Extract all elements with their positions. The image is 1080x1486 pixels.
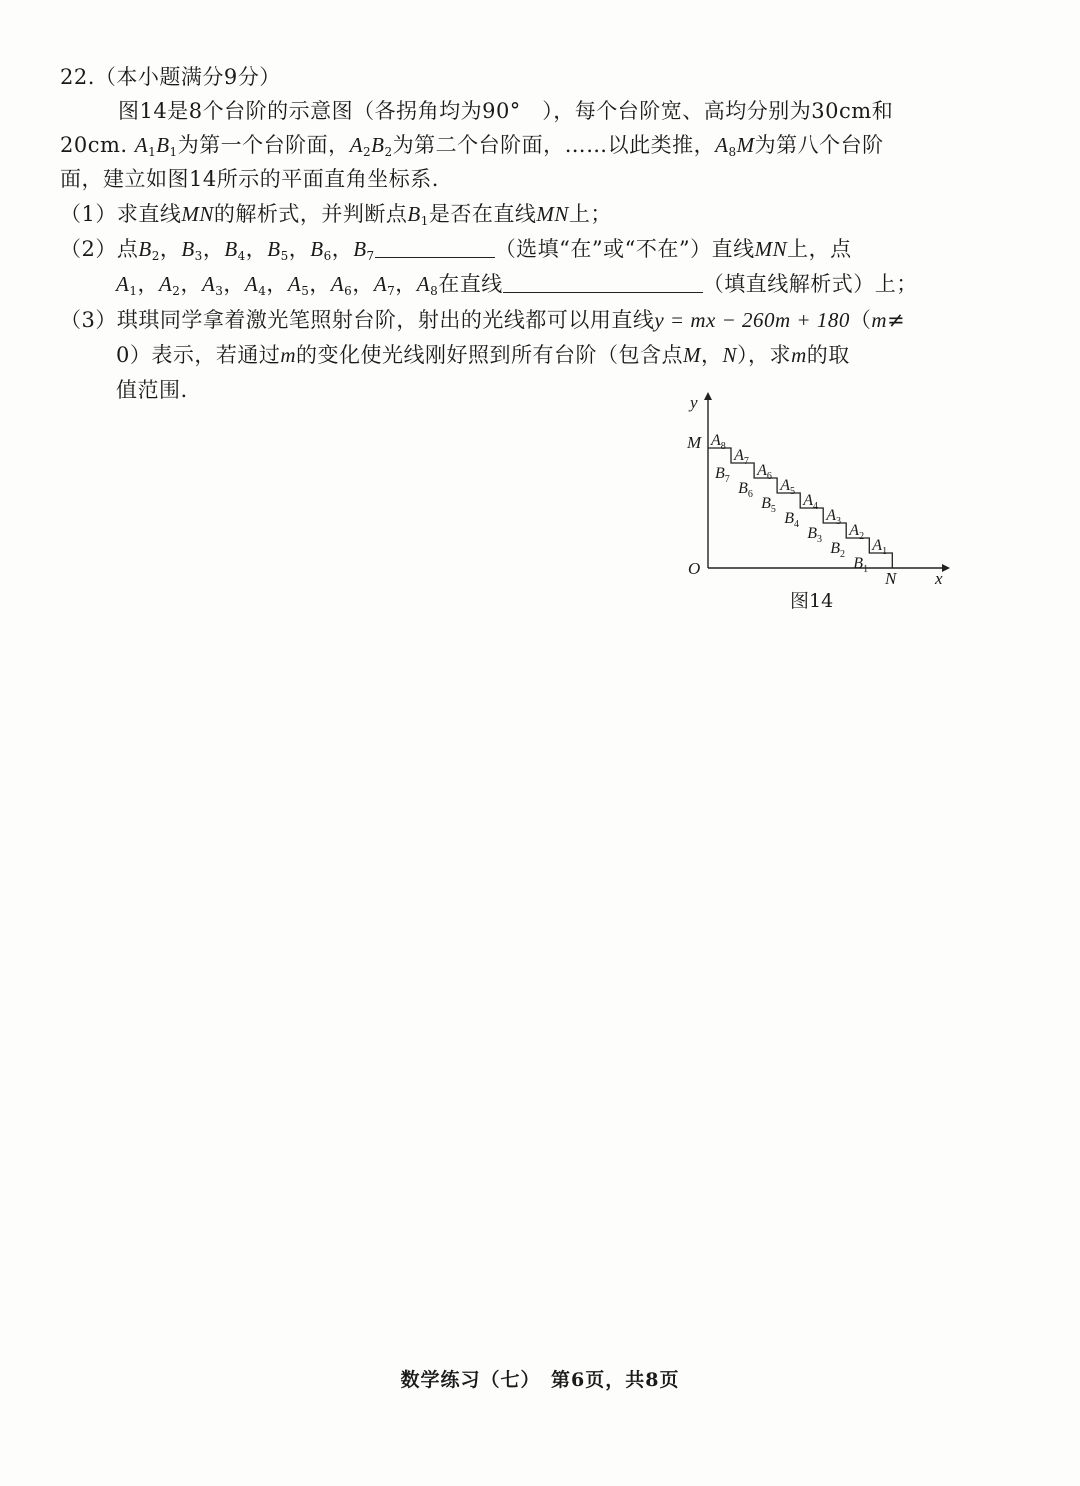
answer-blank-1[interactable] [375, 235, 495, 258]
point-token: B [267, 237, 281, 261]
point-token: ， [137, 272, 159, 296]
point-token: ， [223, 272, 245, 296]
label-a-1: $A_1$ [872, 537, 888, 557]
point-token: A [158, 272, 173, 296]
staircase-path [708, 448, 892, 568]
point-token: B [138, 237, 152, 261]
point-token: 5 [301, 284, 310, 298]
label-b-5: $B_5$ [761, 495, 776, 515]
point-token: 3 [194, 249, 203, 263]
point-token: 2 [172, 284, 181, 298]
part-3-line-2: 0）表示，若通过m的变化使光线刚好照到所有台阶（包含点M，N），求m的取 [116, 343, 850, 367]
point-token: 4 [237, 249, 246, 263]
point-token: A [287, 272, 302, 296]
point-token: ， [202, 237, 225, 261]
origin-label: O [688, 559, 701, 578]
point-token: 6 [344, 284, 353, 298]
part-3-line-3: 值范围. [116, 378, 188, 402]
point-token: 1 [129, 284, 138, 298]
y-axis-arrow [704, 392, 712, 400]
point-token: B [353, 237, 367, 261]
point-token: A [416, 272, 431, 296]
intro-line-2: 20cm. $A_1B_1$为第一个台阶面，$A_2B_2$为第二个台阶面，……以此类推，$A_8M$为第八个台阶 [60, 133, 884, 159]
page-footer: 数学练习（七） 第6页，共8页 [400, 1369, 680, 1391]
label-a-7: $A_7$ [734, 447, 749, 467]
part-1: （1）求直线MN的解析式，并判断点$B_1$是否在直线MN上； [60, 202, 612, 228]
label-b-2: $B_2$ [830, 540, 845, 560]
label-a-4: $A_4$ [803, 492, 818, 512]
point-n-label: N [885, 569, 897, 588]
point-token: ， [352, 272, 374, 296]
point-token: B [181, 237, 195, 261]
answer-blank-2[interactable] [503, 270, 703, 293]
staircase-diagram [680, 392, 950, 592]
label-a-2: $A_2$ [849, 522, 865, 542]
point-token: A [373, 272, 388, 296]
question-header: 22.（本小题满分9分） [60, 65, 281, 89]
label-a-6: $A_6$ [757, 462, 772, 482]
x-axis-arrow [942, 564, 950, 572]
point-token: 2 [151, 249, 160, 263]
point-token: 7 [366, 249, 375, 263]
point-m-label: M [687, 433, 702, 452]
label-a-8: $A_8$ [711, 432, 726, 452]
point-token: 6 [323, 249, 332, 263]
point-token: B [310, 237, 324, 261]
point-token: 4 [258, 284, 267, 298]
point-token: 8 [430, 284, 439, 298]
label-a-3: $A_3$ [826, 507, 841, 527]
point-token: 7 [387, 284, 396, 298]
point-token: ， [159, 237, 182, 261]
label-b-1: $B_1$ [853, 555, 869, 575]
part-2-line-1: （2）点$B_2$，$B_3$，$B_4$，$B_5$，$B_6$，$B_7$ （选填“在”或“不在”）直线MN上，点 [60, 237, 852, 263]
point-token: ， [288, 237, 311, 261]
point-token: 5 [280, 249, 289, 263]
intro-line-3: 面，建立如图14所示的平面直角坐标系. [60, 167, 439, 191]
point-token: A [330, 272, 345, 296]
intro-line-1: 图14是8个台阶的示意图（各拐角均为90° ），每个台阶宽、高均分别为30cm和 [118, 99, 894, 123]
point-token: ， [245, 237, 268, 261]
label-b-7: $B_7$ [715, 465, 730, 485]
point-token: ， [395, 272, 417, 296]
point-token: B [224, 237, 238, 261]
point-token: A [244, 272, 259, 296]
part-2-line-2: $A_1$，$A_2$，$A_3$，$A_4$，$A_5$，$A_6$，$A_7$，$A_8$在直线 （填直线解析式）上； [116, 272, 918, 298]
point-token: A [116, 272, 130, 296]
point-token: ， [331, 237, 354, 261]
point-token: ， [266, 272, 288, 296]
label-b-4: $B_4$ [784, 510, 799, 530]
label-a-5: $A_5$ [780, 477, 795, 497]
point-token: 3 [215, 284, 224, 298]
part-3-line-1: （3）琪琪同学拿着激光笔照射台阶，射出的光线都可以用直线y = mx − 260m + 180（m≠ [60, 308, 906, 332]
staircase-figure [680, 392, 950, 592]
label-b-6: $B_6$ [738, 480, 753, 500]
label-b-3: $B_3$ [807, 525, 822, 545]
x-axis-label: x [935, 569, 943, 588]
figure-caption: 图14 [790, 590, 834, 612]
point-token: A [201, 272, 216, 296]
point-token: ， [180, 272, 202, 296]
point-token: ， [309, 272, 331, 296]
y-axis-label: y [690, 393, 698, 412]
